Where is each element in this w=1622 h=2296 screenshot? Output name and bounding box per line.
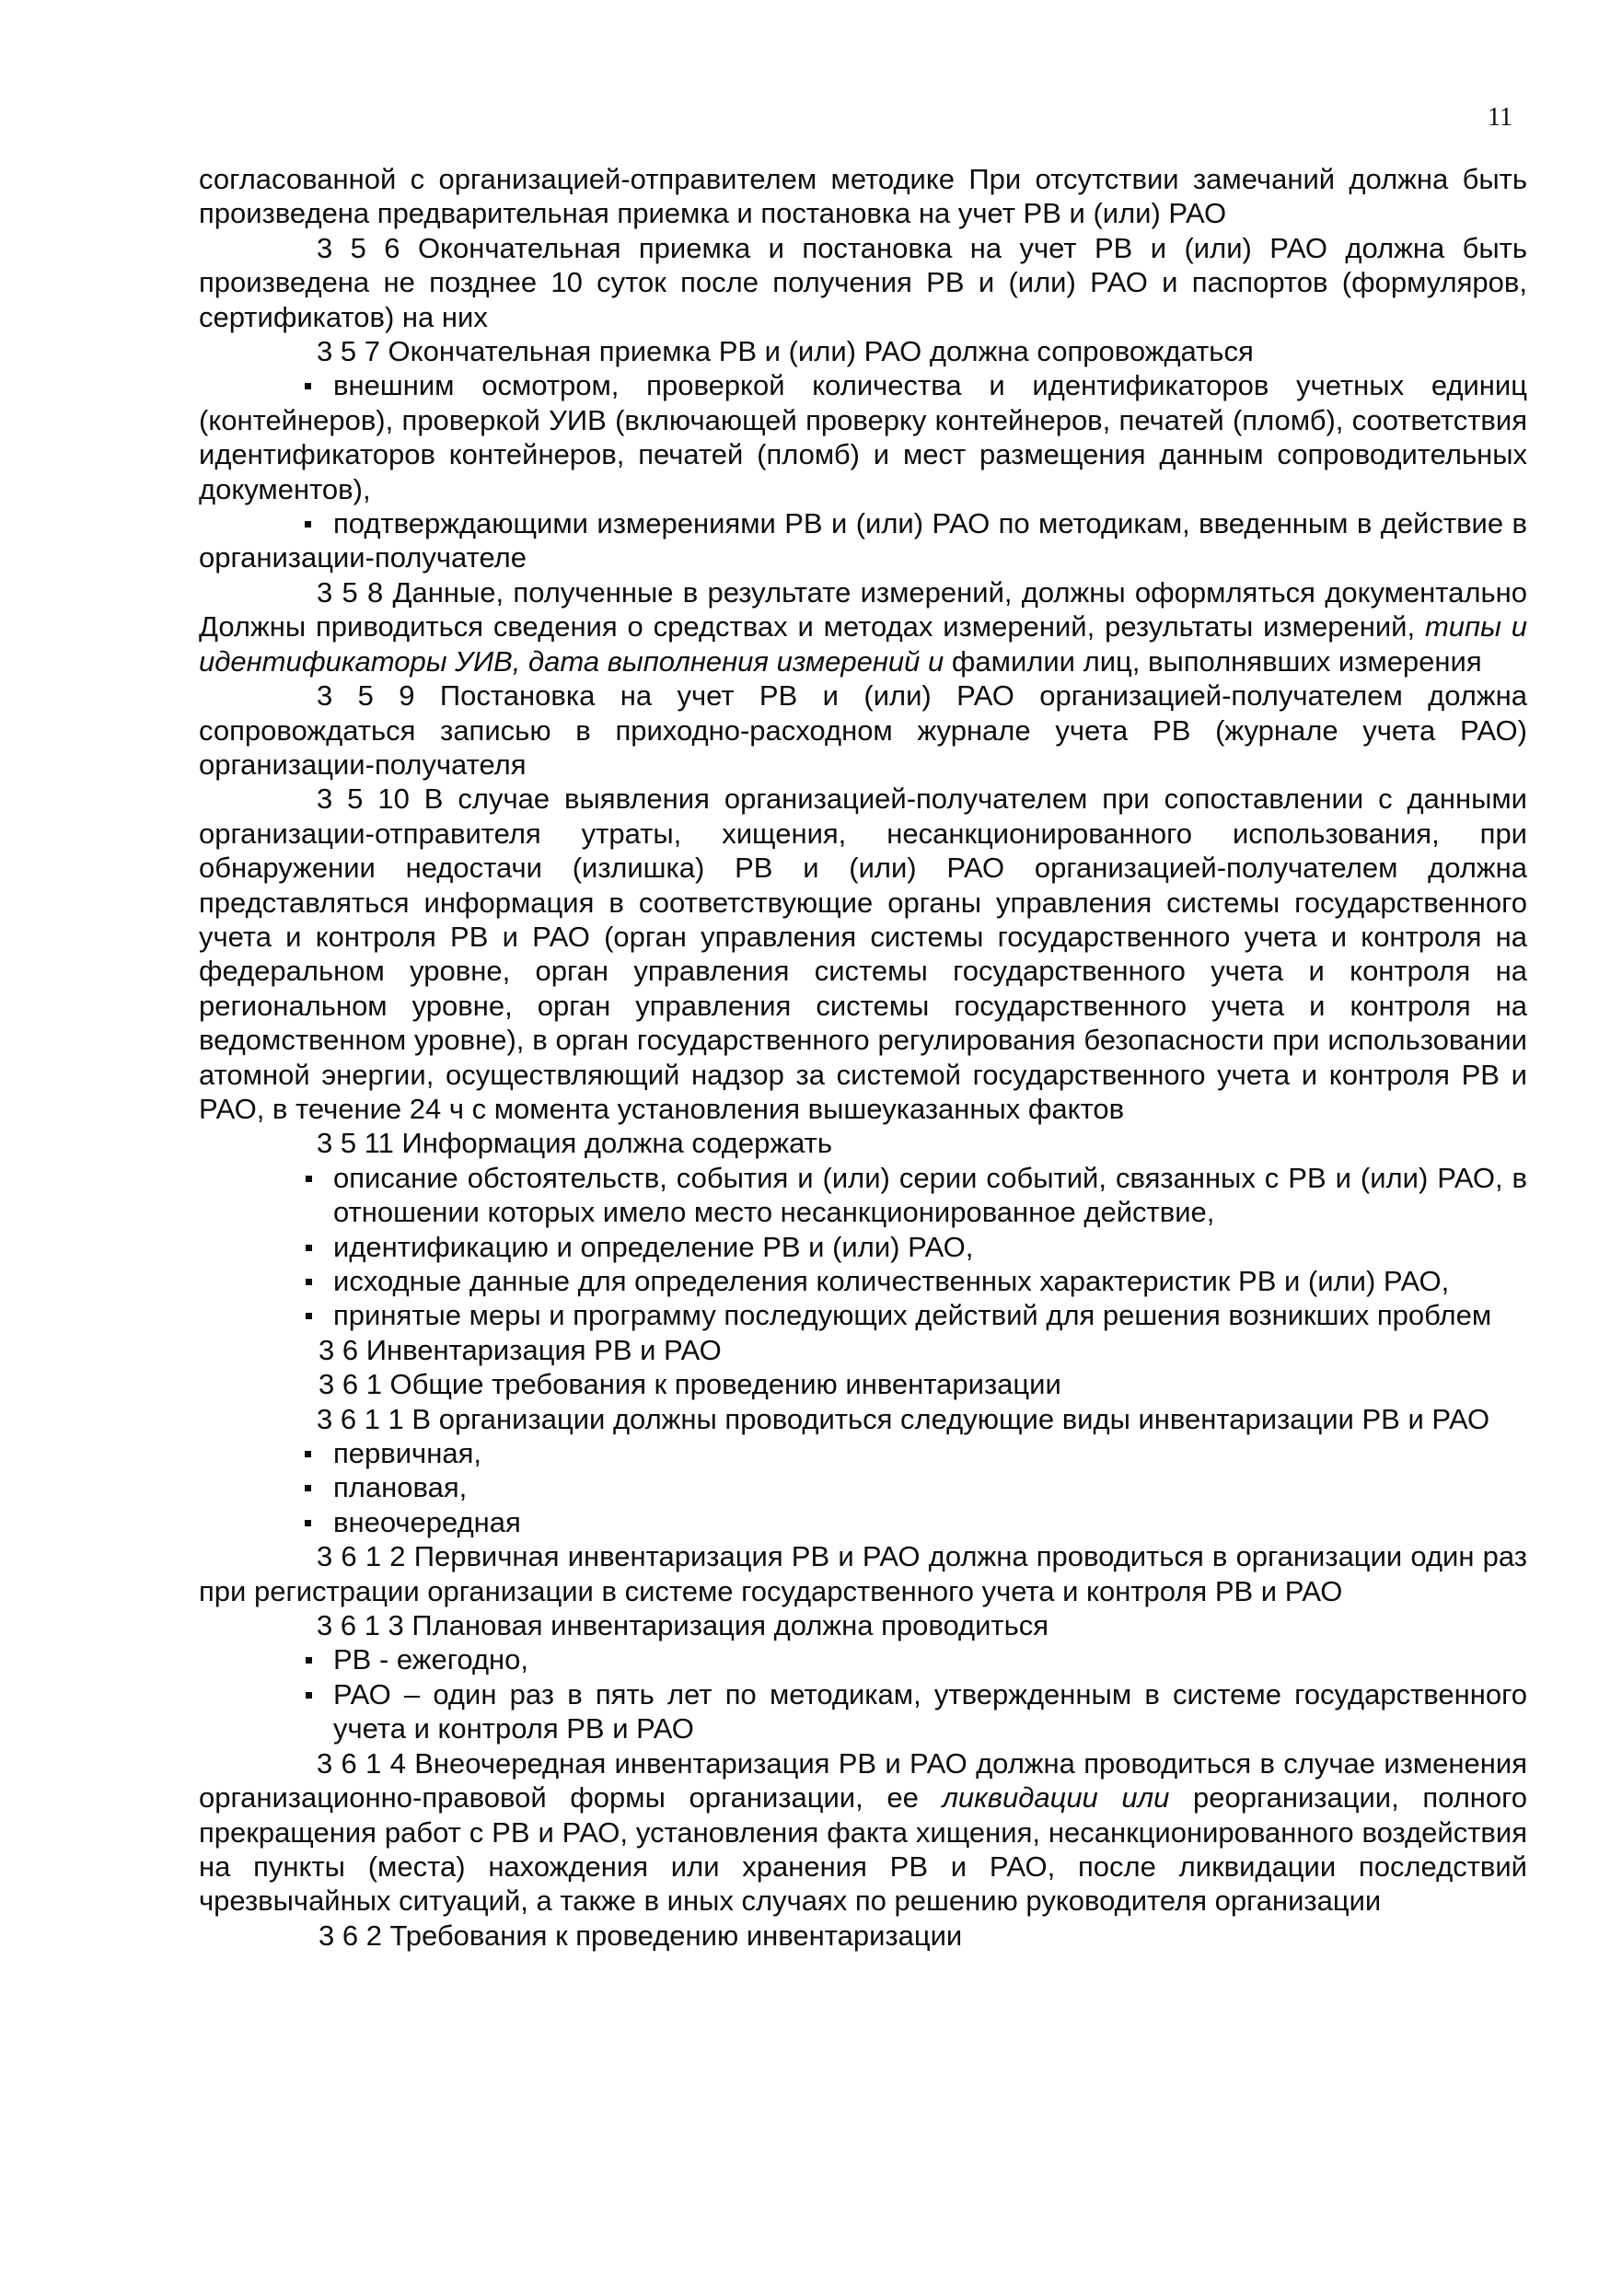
paragraph-3-5-5-continuation: согласованной с организацией-отправителем методике При отсутствии замечаний должна быть произведена предварительная приемка и постановка на учет РВ и (или) РАО	[199, 163, 1527, 230]
list-item: РВ - ежегодно,	[199, 1642, 1527, 1676]
list-item: принятые меры и программу последующих действий для решения возникших проблем	[199, 1298, 1527, 1332]
paragraph-3-6-1-1: 3 6 1 1 В организации должны проводиться следующие виды инвентаризации РВ и РАО	[317, 1402, 1490, 1435]
italic-text: типы и идентификаторы УИВ, дата выполнения измерений и	[199, 610, 1527, 678]
paragraph-3-5-9: 3 5 9 Постановка на учет РВ и (или) РАО организацией-получателем должна сопровождаться записью в приходно-расходном журнале учета РВ (журнале учета РАО) организации-получателя	[199, 679, 1527, 781]
section-heading-3-6: 3 6 Инвентаризация РВ и РАО	[319, 1333, 722, 1366]
acceptance-bullet-list	[199, 368, 1527, 574]
list-item: плановая,	[199, 1470, 1527, 1504]
list-item: первичная,	[199, 1436, 1527, 1470]
paragraph-3-5-8	[199, 575, 1527, 678]
information-bullet-list	[199, 1161, 1527, 1333]
list-item: описание обстоятельств, события и (или) серии событий, связанных с РВ и (или) РАО, в отношении которых имело место несанкционированное действие,	[199, 1161, 1527, 1230]
planned-inventory-list	[199, 1642, 1527, 1745]
document-body	[199, 162, 1527, 1953]
paragraph-3-6-1-4	[199, 1746, 1527, 1919]
section-heading-3-6-2: 3 6 2 Требования к проведению инвентаризации	[319, 1919, 963, 1952]
italic-text: ликвидации или	[942, 1781, 1170, 1815]
paragraph-3-5-6: 3 5 6 Окончательная приемка и постановка на учет РВ и (или) РАО должна быть произведена не позднее 10 суток после получения РВ и (или) РАО и паспортов (формуляров, сертификатов) на них	[199, 231, 1527, 333]
paragraph-text: 3 6 1 4 Внеочередная инвентаризация РВ и РАО должна проводиться в случае изменения организационно-правовой формы организации, ее	[199, 1746, 1527, 1815]
paragraph-3-5-7: 3 5 7 Окончательная приемка РВ и (или) РАО должна сопровождаться	[317, 335, 1254, 368]
paragraph-text: реорганизации, полного прекращения работ с РВ и РАО, установления факта хищения, несанкционированного воздействия на пункты (места) нахождения или хранения РВ и РАО, после ликвидации последствий чрезвычайных ситуаций, а также в иных случаях по решению руководителя организации	[199, 1781, 1528, 1918]
list-item: исходные данные для определения количественных характеристик РВ и (или) РАО,	[199, 1264, 1527, 1298]
paragraph-3-5-10: 3 5 10 В случае выявления организацией-получателем при сопоставлении с данными организации-отправителя утраты, хищения, несанкционированного использования, при обнаружении недостачи (излишка) РВ и (или) РАО организацией-получателем должна представляться информация в соответствующие органы управления системы государственного учета и контроля РВ и РАО (орган управления системы государственного учета и контроля на федеральном уровне, орган управления системы государственного учета и контроля на региональном уровне, орган управления системы государственного учета и контроля на ведомственном уровне), в орган государственного регулирования безопасности при использовании атомной энергии, осуществляющий надзор за системой государственного учета и контроля РВ и РАО, в течение 24 ч с момента установления вышеуказанных фактов	[199, 783, 1527, 1125]
list-item: внеочередная	[199, 1505, 1527, 1539]
paragraph-3-6-1-3: 3 6 1 3 Плановая инвентаризация должна проводиться	[317, 1609, 1049, 1642]
page-number: 11	[1488, 103, 1512, 132]
inventory-types-list	[199, 1436, 1527, 1539]
paragraph-text: фамилии лиц, выполнявших измерения	[944, 644, 1482, 678]
paragraph-text: 3 5 8 Данные, полученные в результате измерений, должны оформляться документально Должны приводиться сведения о средствах и методах измерений, результаты измерений,	[199, 575, 1527, 644]
list-item: идентификацию и определение РВ и (или) РАО,	[199, 1230, 1527, 1264]
list-item: внешним осмотром, проверкой количества и идентификаторов учетных единиц (контейнеров), проверкой УИВ (включающей проверку контейнеров, печатей (пломб), соответствия идентификаторов контейнеров, печатей (пломб) и мест размещения данным сопроводительных документов),	[199, 369, 1527, 505]
section-heading-3-6-1: 3 6 1 Общие требования к проведению инвентаризации	[319, 1368, 1061, 1401]
paragraph-3-5-11: 3 5 11 Информация должна содержать	[317, 1127, 832, 1160]
list-item: подтверждающими измерениями РВ и (или) РАО по методикам, введенным в действие в организации-получателе	[199, 507, 1527, 574]
paragraph-3-6-1-2: 3 6 1 2 Первичная инвентаризация РВ и РАО должна проводиться в организации один раз при регистрации организации в системе государственного учета и контроля РВ и РАО	[199, 1540, 1527, 1607]
list-item: РАО – один раз в пять лет по методикам, утвержденным в системе государственного учета и контроля РВ и РАО	[199, 1677, 1527, 1746]
